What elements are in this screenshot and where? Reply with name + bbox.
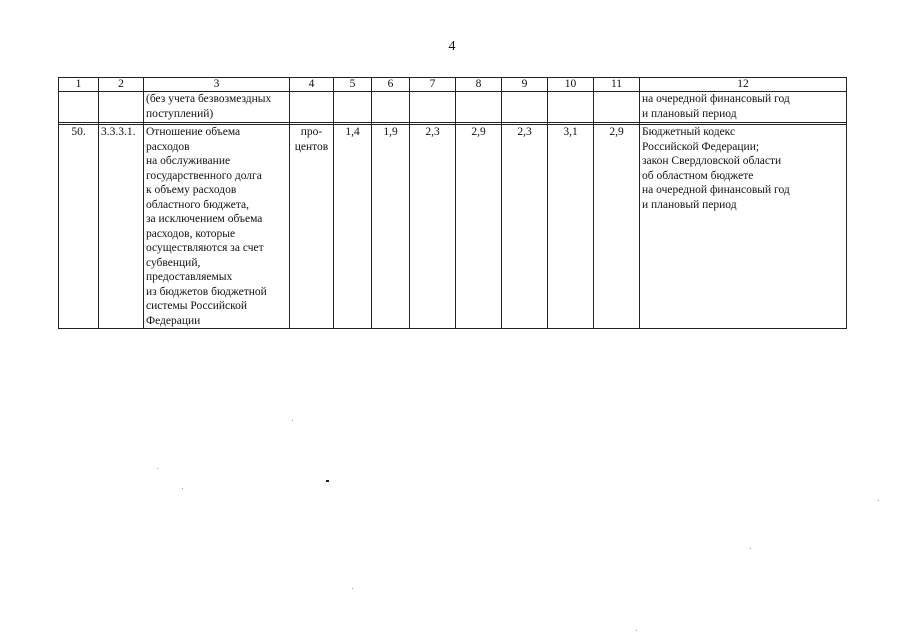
- row-value-11: 2,9: [594, 125, 640, 329]
- cont-cell-v3: [410, 92, 456, 123]
- header-cell-11: 11: [594, 78, 640, 92]
- name-line: предоставляемых: [146, 271, 233, 283]
- row-number: 50.: [59, 125, 99, 329]
- row-value-8: 2,9: [456, 125, 502, 329]
- name-line: государственного долга: [146, 169, 262, 182]
- scan-speck: [878, 500, 879, 501]
- cont-cell-v1: [334, 92, 372, 123]
- source-line: и плановый период: [642, 198, 737, 211]
- name-line: на обслуживание: [146, 155, 231, 167]
- name-line: системы Российской: [146, 300, 248, 312]
- cont-cell-v2: [372, 92, 410, 123]
- scan-speck: [352, 588, 353, 589]
- name-line: субвенций,: [146, 256, 201, 269]
- row-value-10: 3,1: [548, 125, 594, 329]
- indicator-table: [58, 77, 847, 329]
- scan-speck: [292, 420, 293, 421]
- name-line: к объему расходов: [146, 184, 237, 196]
- cont-source-line: и плановый период: [642, 107, 737, 120]
- source-line: Бюджетный кодекс: [642, 126, 736, 138]
- unit-line: про-: [300, 126, 323, 138]
- unit-line: центов: [294, 140, 329, 153]
- cont-cell-code: [99, 92, 144, 123]
- cont-cell-source: [640, 92, 847, 123]
- name-line: Отношение объема: [146, 126, 241, 138]
- header-cell-8: 8: [456, 78, 502, 92]
- scan-speck: [157, 468, 158, 469]
- cont-cell-v7: [594, 92, 640, 123]
- header-cell-3: 3: [144, 78, 290, 92]
- row-value-7: 2,3: [410, 125, 456, 329]
- source-line: на очередной финансовый год: [642, 184, 790, 196]
- name-line: осуществляются за счет: [146, 242, 264, 254]
- header-cell-1: 1: [59, 78, 99, 92]
- row-name: [144, 125, 290, 329]
- row-value-9: 2,3: [502, 125, 548, 329]
- row-value-5: 1,4: [334, 125, 372, 329]
- header-cell-10: 10: [548, 78, 594, 92]
- cont-cell-v5: [502, 92, 548, 123]
- source-line: Российской Федерации;: [642, 140, 760, 153]
- cont-cell-unit: [290, 92, 334, 123]
- name-line: расходов: [146, 140, 190, 153]
- header-cell-9: 9: [502, 78, 548, 92]
- header-cell-2: 2: [99, 78, 144, 92]
- name-line: расходов, которые: [146, 227, 236, 240]
- scan-speck: [750, 548, 751, 549]
- name-line: Федерации: [146, 314, 201, 327]
- header-cell-5: 5: [334, 78, 372, 92]
- source-line: закон Свердловской области: [642, 155, 782, 167]
- row-value-6: 1,9: [372, 125, 410, 329]
- row-code: 3.3.3.1.: [99, 125, 144, 329]
- scan-speck: [326, 480, 329, 482]
- name-line: областного бюджета,: [146, 198, 250, 211]
- source-line: об областном бюджете: [642, 169, 754, 182]
- cont-name-line: поступлений): [146, 107, 214, 120]
- name-line: за исключением объема: [146, 213, 263, 225]
- row-source: [640, 125, 847, 329]
- header-cell-4: 4: [290, 78, 334, 92]
- table-header-row: [59, 78, 847, 92]
- cont-name-line: (без учета безвозмездных: [146, 93, 272, 105]
- continuation-row: [59, 92, 847, 123]
- name-line: из бюджетов бюджетной: [146, 285, 267, 298]
- page-number: 4: [448, 39, 456, 54]
- cont-source-line: на очередной финансовый год: [642, 93, 790, 105]
- header-cell-6: 6: [372, 78, 410, 92]
- row-unit: [290, 125, 334, 329]
- header-cell-12: 12: [640, 78, 847, 92]
- cont-cell-name: [144, 92, 290, 123]
- table-row: [59, 125, 847, 329]
- cont-cell-num: [59, 92, 99, 123]
- scan-speck: [182, 488, 183, 489]
- scan-speck: [636, 630, 637, 631]
- cont-cell-v6: [548, 92, 594, 123]
- cont-cell-v4: [456, 92, 502, 123]
- header-cell-7: 7: [410, 78, 456, 92]
